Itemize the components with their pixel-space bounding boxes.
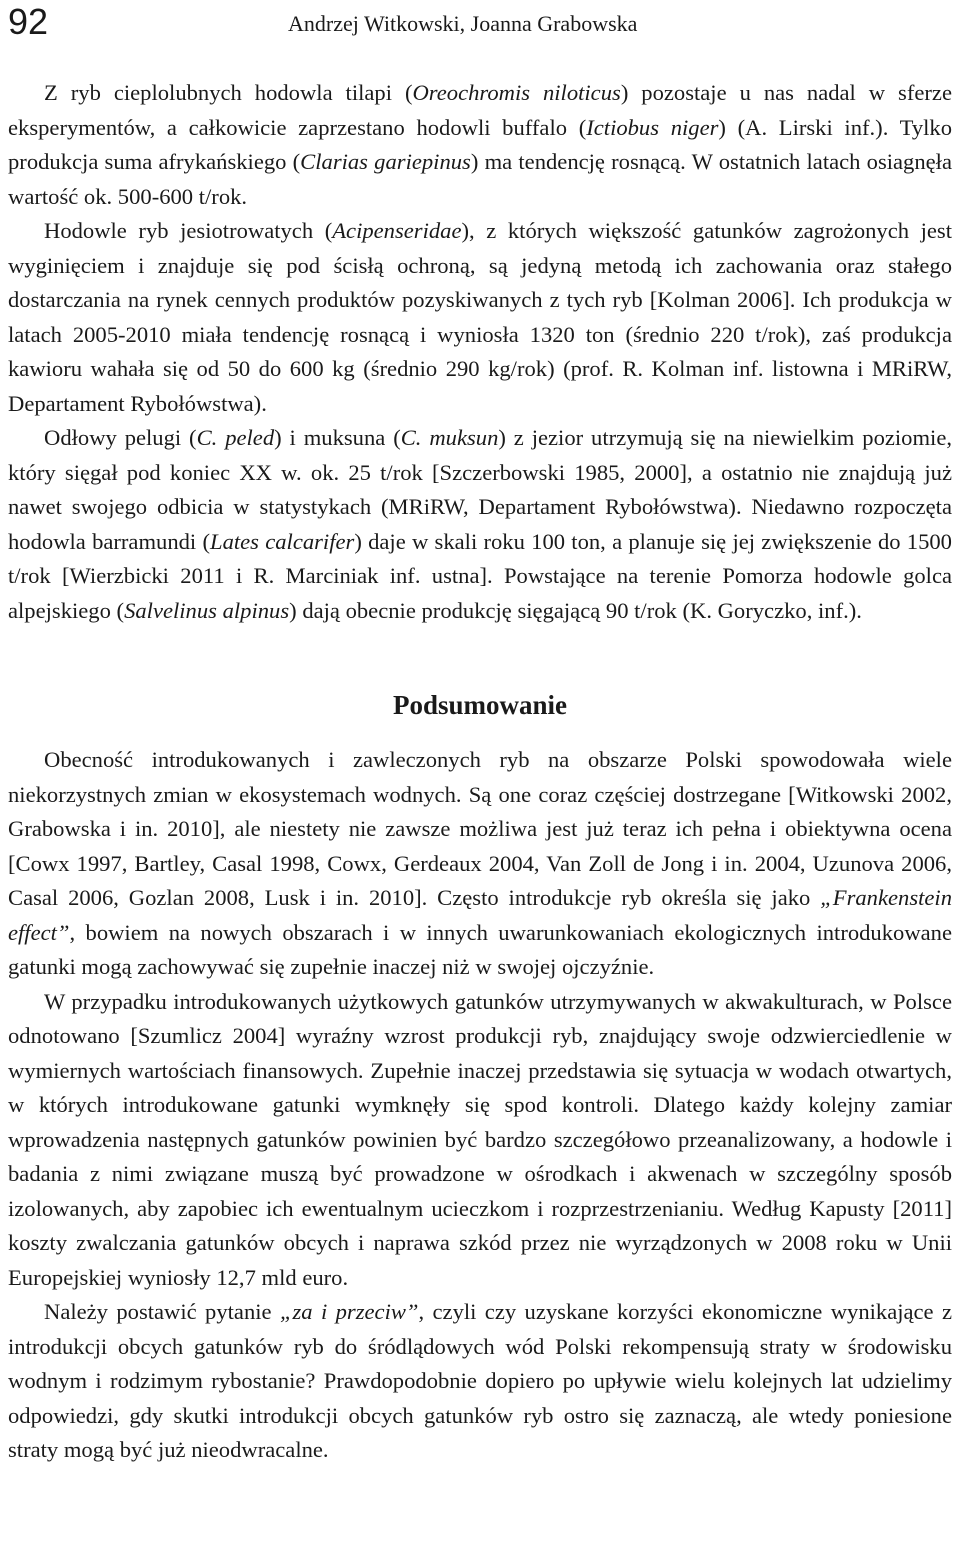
paragraph-summary-1: Obecność introdukowanych i zawleczonych ryb na obszarze Polski spowodowała wiele niekorzystnych zmian w ekosystemach wodnych. Są one coraz częściej dostrzegane [Witkowski 2002, Grabowska i in. 2010], ale niestety nie zawsze możliwa jest już teraz ich pełna i obiektywna ocena [Cowx 1997, Bartley, Casal 1998, Cowx, Gerdeaux 2004, Van Zoll de Jong i in. 2004, Uzunova 2006, Casal 2006, Gozlan 2008, Lusk i in. 2010]. Często introdukcje ryb określa się jako „Frankenstein effect”, bowiem na nowych obszarach i w innych uwarunkowaniach ekologicznych introdukowane gatunki mogą zachowywać się zupełnie inaczej niż w swojej ojczyźnie. (8, 747, 952, 979)
page-header (0, 0, 960, 48)
paragraph-summary-3: Należy postawić pytanie „za i przeciw”, czyli czy uzyskane korzyści ekonomiczne wynikające z introdukcji obcych gatunków ryb do śródlądowych wód Polski rekompensują straty w środowisku wodnym i rodzimym rybostanie? Prawdopodobnie dopiero po upływie wielu kolejnych lat udzielimy odpowiedzi, gdy skutki introdukcji obcych gatunków ryb ostro się zaznaczą, ale wtedy poniesione straty mogą być już nieodwracalne. (8, 1299, 952, 1462)
paragraph-tilapia: Z ryb cieplolubnych hodowla tilapi (Oreochromis niloticus) pozostaje u nas nadal w sferze eksperymentów, a całkowicie zaprzestano hodowli buffalo (Ictiobus niger) (A. Lirski inf.). Tylko produkcja suma afrykańskiego (Clarias gariepinus) ma tendencję rosnącą. W ostatnich latach osiagnęła wartość ok. 500-600 t/rok. (8, 80, 952, 209)
section-heading-summary: Podsumowanie (392, 690, 568, 720)
page-number: 92 (8, 1, 49, 42)
running-head-authors: Andrzej Witkowski, Joanna Grabowska (288, 11, 638, 36)
paragraph-catches: Odłowy pelugi (C. peled) i muksuna (C. muksun) z jezior utrzymują się na niewielkim poziomie, który sięgał pod koniec XX w. ok. 25 t/rok [Szczerbowski 1985, 2000], a ostatnio nie znajdują już nawet swojego odbicia w statystykach (MRiRW, Departament Rybołówstwa). Niedawno rozpoczęta hodowla barramundi (Lates calcarifer) daje w skali roku 100 ton, a planuje się jej zwiększenie do 1500 t/rok [Wierzbicki 2011 i R. Marciniak inf. ustna]. Powstające na terenie Pomorza hodowle golca alpejskiego (Salvelinus alpinus) dają obecnie produkcję sięgającą 90 t/rok (K. Goryczko, inf.). (8, 425, 952, 623)
paragraph-summary-2: W przypadku introdukowanych użytkowych gatunków utrzymywanych w akwakulturach, w Polsce odnotowano [Szumlicz 2004] wyraźny wzrost produkcji ryb, znajdujący swoje odzwierciedlenie w wymiernych wartościach finansowych. Zupełnie inaczej przedstawia się sytuacja w wodach otwartych, w których introdukowane gatunki wymknęły się spod kontroli. Dlatego każdy kolejny zamiar wprowadzenia następnych gatunków powinien być bardzo szczegółowo przeanalizowany, a hodowle i badania z nimi związane muszą być prowadzone w ośrodkach i akwenach w szczególny sposób izolowanych, aby zapobiec ich ewentualnym ucieczkom i rozprzestrzenianiu. Według Kapusty [2011] koszty zwalczania gatunków obcych i naprawa szkód przez nie wyrządzonych w 2008 roku w Unii Europejskiej wyniosły 12,7 mld euro. (8, 988, 952, 1290)
page-body (8, 76, 952, 1468)
paragraph-sturgeon: Hodowle ryb jesiotrowatych (Acipenseridae), z których większość gatunków zagrożonych jest wyginięciem i znajduje się pod ścisłą ochroną, są jedyną metodą ich zachowania oraz stałego dostarczania na rynek cennych produktów pozyskiwanych z tych ryb [Kolman 2006]. Ich produkcja w latach 2005-2010 miała tendencję rosnącą i wyniosła 1320 ton (średnio 220 t/rok), zaś produkcja kawioru wahała się od 50 do 600 kg (średnio 290 kg/rok) (prof. R. Kolman inf. listowna i MRiRW, Departament Rybołówstwa). (8, 218, 952, 416)
